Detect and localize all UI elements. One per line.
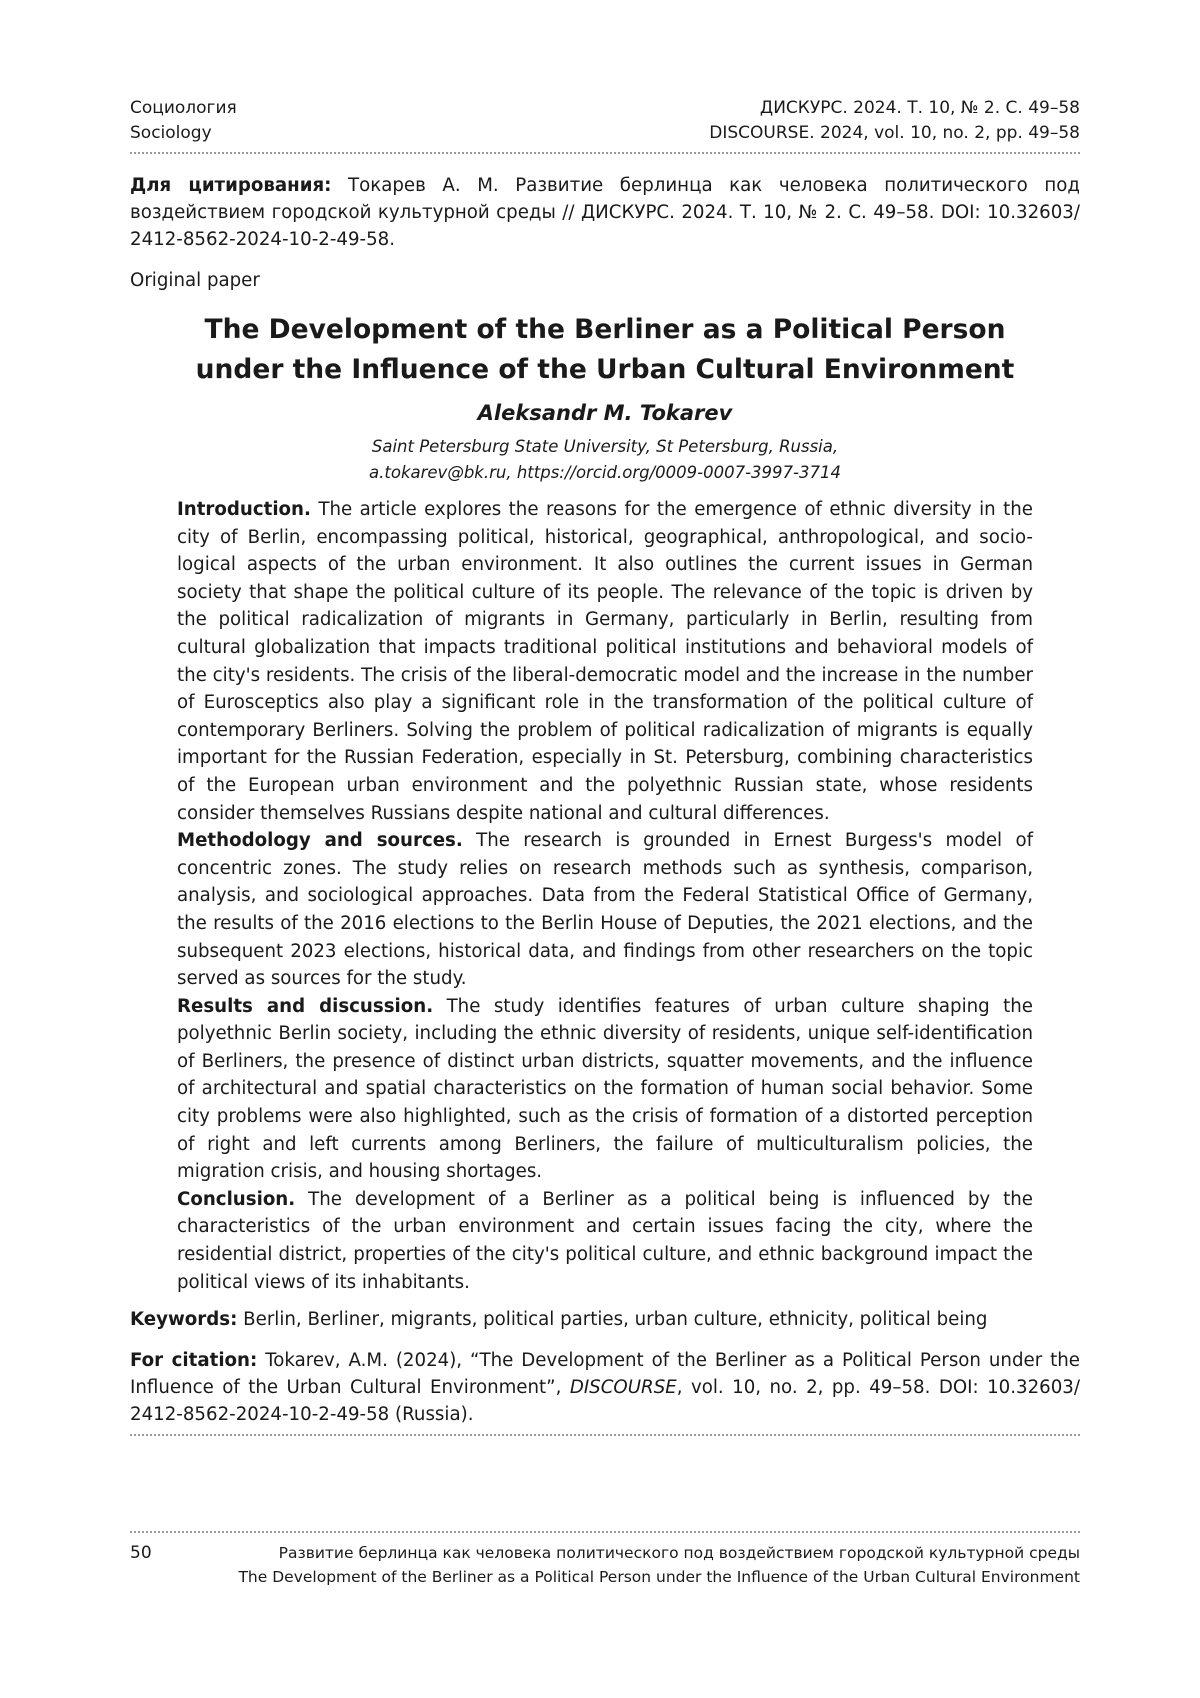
abstract-introduction [177,496,1033,827]
keywords-text: Berlin, Berliner, migrants, political parties, urban culture, ethnicity, political being [243,1309,988,1331]
footer-row [130,1541,1080,1589]
abstract-methodology [177,827,1033,993]
citation-divider [130,1434,1080,1436]
abstract-results-label: Results and discussion. [177,995,434,1017]
abstract-conclusion [177,1186,1033,1296]
journal-issue-en: DISCOURSE. 2024, vol. 10, no. 2, pp. 49–58 [709,123,1080,143]
citation-en-label: For citation: [130,1350,258,1372]
keywords [130,1306,1080,1333]
keywords-label: Keywords: [130,1309,238,1331]
citation-en-journal: DISCOURSE [569,1377,677,1399]
section-name [130,96,237,146]
journal-header [130,96,1080,146]
article-title [130,310,1080,390]
abstract-results [177,993,1033,1186]
journal-issue [709,96,1080,146]
article-title-line-1: The Development of the Berliner as a Political Person [204,314,1006,345]
citation-en-text-before: Tokarev, A.M. (2024), “The Development of the Berliner as a Political Person under the Influence of the Urban Cultural Environment”, [130,1350,1080,1399]
citation-en-text-after: , vol. 10, no. 2, pp. 49–58. DOI: 10.32603/ 2412-8562-2024-10-2-49-58 (Russia). [130,1377,1080,1426]
citation-ru [130,172,1080,253]
page-number: 50 [130,1543,152,1563]
footer-divider [130,1531,1080,1533]
running-title-en: The Development of the Berliner as a Political Person under the Influence of the Urban Cultural Environment [238,1568,1080,1586]
citation-en [130,1347,1080,1428]
abstract-introduction-label: Introduction. [177,499,311,520]
section-name-en: Sociology [130,123,212,143]
header-divider [130,152,1080,154]
article-page [130,96,1080,1436]
article-title-line-2: under the Influence of the Urban Cultural Environment [195,354,1015,385]
affiliation-line-1: Saint Petersburg State University, St Petersburg, Russia, [371,437,839,456]
author-affiliation [130,434,1080,486]
abstract-results-text: The study identifies features of urban culture shaping the polyethnic Berlin society, including the ethnic diversity of residents, unique self-identification of Berliners, the presence of distinct urban districts, squatter movements, and the influence of architectural and spatial characteristics on the formation of human social behavior. Some city problems were also highlighted, such as the crisis of formation of a distorted perception of right and left currents among Berliners, the failure of multiculturalism policies, the migration crisis, and housing shortages. [177,995,1033,1183]
journal-issue-ru: ДИСКУРС. 2024. Т. 10, № 2. С. 49–58 [759,98,1080,118]
abstract-methodology-label: Methodology and sources. [177,830,463,852]
running-title-ru: Развитие берлинца как человека политического под воздействием городской культурной среды [278,1544,1080,1562]
abstract-methodology-text: The research is grounded in Ernest Burgess's model of concentric zones. The study relies on research methods such as synthesis, comparison, analysis, and sociological approaches. Data from the Federal Statistical Office of Germany, the results of the 2016 elections to the Berlin House of Deputies, the 2021 elections, and the subsequent 2023 elections, historical data, and findings from other researchers on the topic served as sources for the study. [177,830,1033,990]
citation-ru-text: Токарев А. М. Развитие берлинца как человека политического под воздействием городской культурной среды // ДИСКУРС. 2024. Т. 10, № 2. С. 49–58. DOI: 10.32603/ 2412-8562-2024-10-2-49-58. [130,175,1080,250]
affiliation-line-2: a.tokarev@bk.ru, https://orcid.org/0009-0007-3997-3714 [369,463,841,482]
abstract-conclusion-label: Conclusion. [177,1188,296,1210]
citation-ru-label: Для цитирования: [130,175,332,196]
section-name-ru: Социология [130,98,237,118]
page-footer [130,1531,1080,1589]
author-name: Aleksandr M. Tokarev [477,401,733,425]
abstract-conclusion-text: The development of a Berliner as a political being is influenced by the characteristics of the urban environment and certain issues facing the city, where the residential district, properties of the city's political culture, and ethnic background impact the political views of its inhabitants. [177,1188,1033,1293]
running-title [238,1541,1080,1589]
abstract [177,496,1033,1296]
abstract-introduction-text: The article explores the reasons for the emergence of ethnic diversity in the city of Berlin, encompassing political, historical, geographical, anthropological, and socio-logical aspects of the urban environment. It also outlines the current issues in German society that shape the political culture of its people. The relevance of the topic is driven by the political radicalization of migrants in Germany, particularly in Berlin, resulting from cultural globalization that impacts traditional political institutions and behavioral models of the city's residents. The crisis of the liberal-democratic model and the increase in the number of Eurosceptics also play a significant role in the transformation of the political culture of contemporary Berliners. Solving the problem of political radicalization of migrants is equally important for the Russian Federation, especially in St. Petersburg, combining characteristics of the European urban environment and the polyethnic Russian state, whose residents consider themselves Russians despite national and cultural differences. [177,499,1033,824]
paper-type: Original paper [130,270,260,291]
